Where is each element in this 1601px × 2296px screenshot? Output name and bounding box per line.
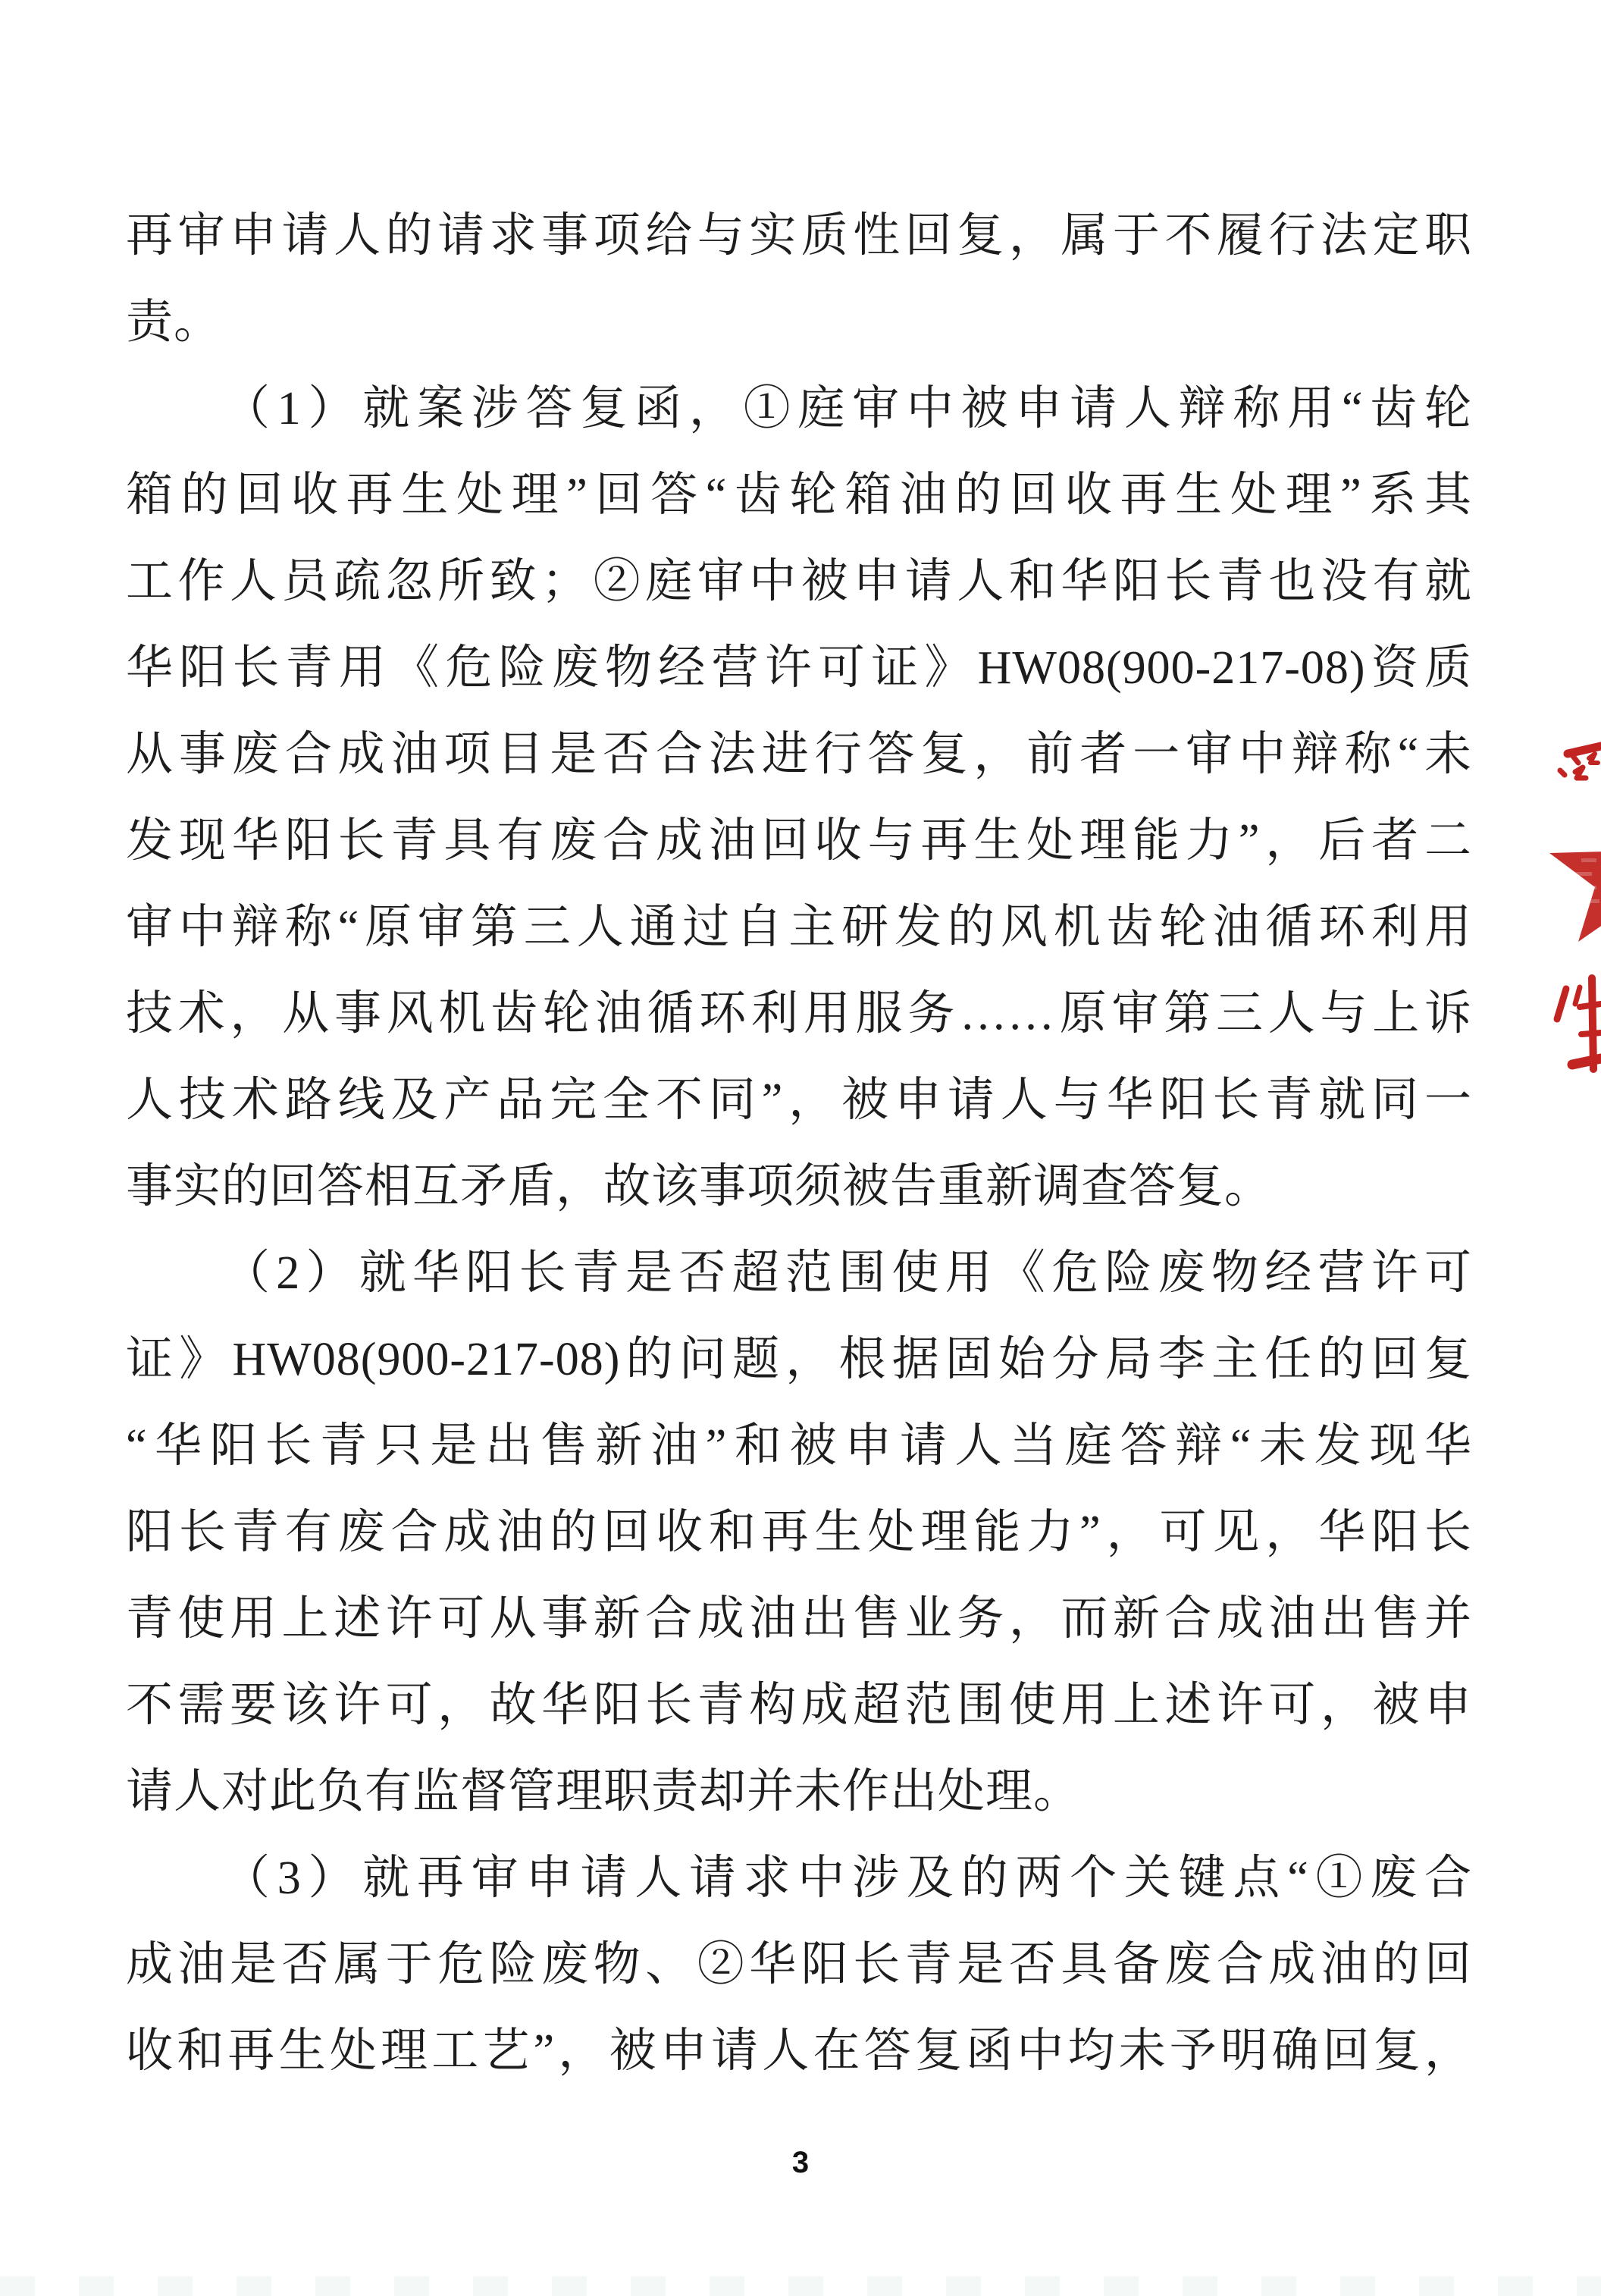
document-body <box>126 193 1472 2094</box>
text-line: 证》HW08(900-217-08)的问题，根据固始分局李主任的回复 <box>126 1334 1472 1385</box>
text-line: 华阳长青用《危险废物经营许可证》HW08(900-217-08)资质 <box>126 642 1472 694</box>
text-line: 工作人员疏忽所致；②庭审中被申请人和华阳长青也没有就 <box>126 556 1472 607</box>
text-line: 阳长青有废合成油的回收和再生处理能力”，可见，华阳长 <box>126 1507 1472 1558</box>
text-line: 不需要该许可，故华阳长青构成超范围使用上述许可，被申 <box>126 1680 1472 1731</box>
text-line: 再审申请人的请求事项给与实质性回复，属于不履行法定职 <box>126 210 1472 262</box>
partial-red-seal <box>1549 737 1601 1084</box>
text-line: 青使用上述许可从事新合成油出售业务，而新合成油出售并 <box>126 1593 1472 1645</box>
text-line: 成油是否属于危险废物、②华阳长青是否具备废合成油的回 <box>126 1939 1472 1990</box>
text-line: 技术，从事风机齿轮油循环利用服务……原审第三人与上诉 <box>126 988 1472 1040</box>
text-line: 事实的回答相互矛盾，故该事项须被告重新调查答复。 <box>126 1161 1273 1212</box>
text-line: 箱的回收再生处理”回答“齿轮箱油的回收再生处理”系其 <box>126 469 1472 521</box>
text-line: （1）就案涉答复函，①庭审中被申请人辩称用“齿轮 <box>223 383 1472 434</box>
text-line: 收和再生处理工艺”，被申请人在答复函中均未予明确回复， <box>126 2025 1472 2077</box>
text-line: 人技术路线及产品完全不同”，被申请人与华阳长青就同一 <box>126 1074 1472 1126</box>
text-line: （2）就华阳长青是否超范围使用《危险废物经营许可 <box>223 1247 1472 1299</box>
red-seal-star-icon <box>1549 737 1601 1084</box>
scan-bleed-artifact <box>0 2276 1601 2296</box>
text-line: 责。 <box>126 296 222 348</box>
text-line: 审中辩称“原审第三人通过自主研发的风机齿轮油循环利用 <box>126 902 1472 953</box>
text-line: 从事废合成油项目是否合法进行答复，前者一审中辩称“未 <box>126 729 1472 780</box>
text-line: 发现华阳长青具有废合成油回收与再生处理能力”，后者二 <box>126 815 1472 867</box>
text-line: （3）就再审申请人请求中涉及的两个关键点“①废合 <box>223 1852 1472 1904</box>
text-line: “华阳长青只是出售新油”和被申请人当庭答辩“未发现华 <box>126 1420 1472 1472</box>
text-line: 请人对此负有监督管理职责却并未作出处理。 <box>126 1766 1082 1818</box>
page-number: 3 <box>791 2146 810 2179</box>
